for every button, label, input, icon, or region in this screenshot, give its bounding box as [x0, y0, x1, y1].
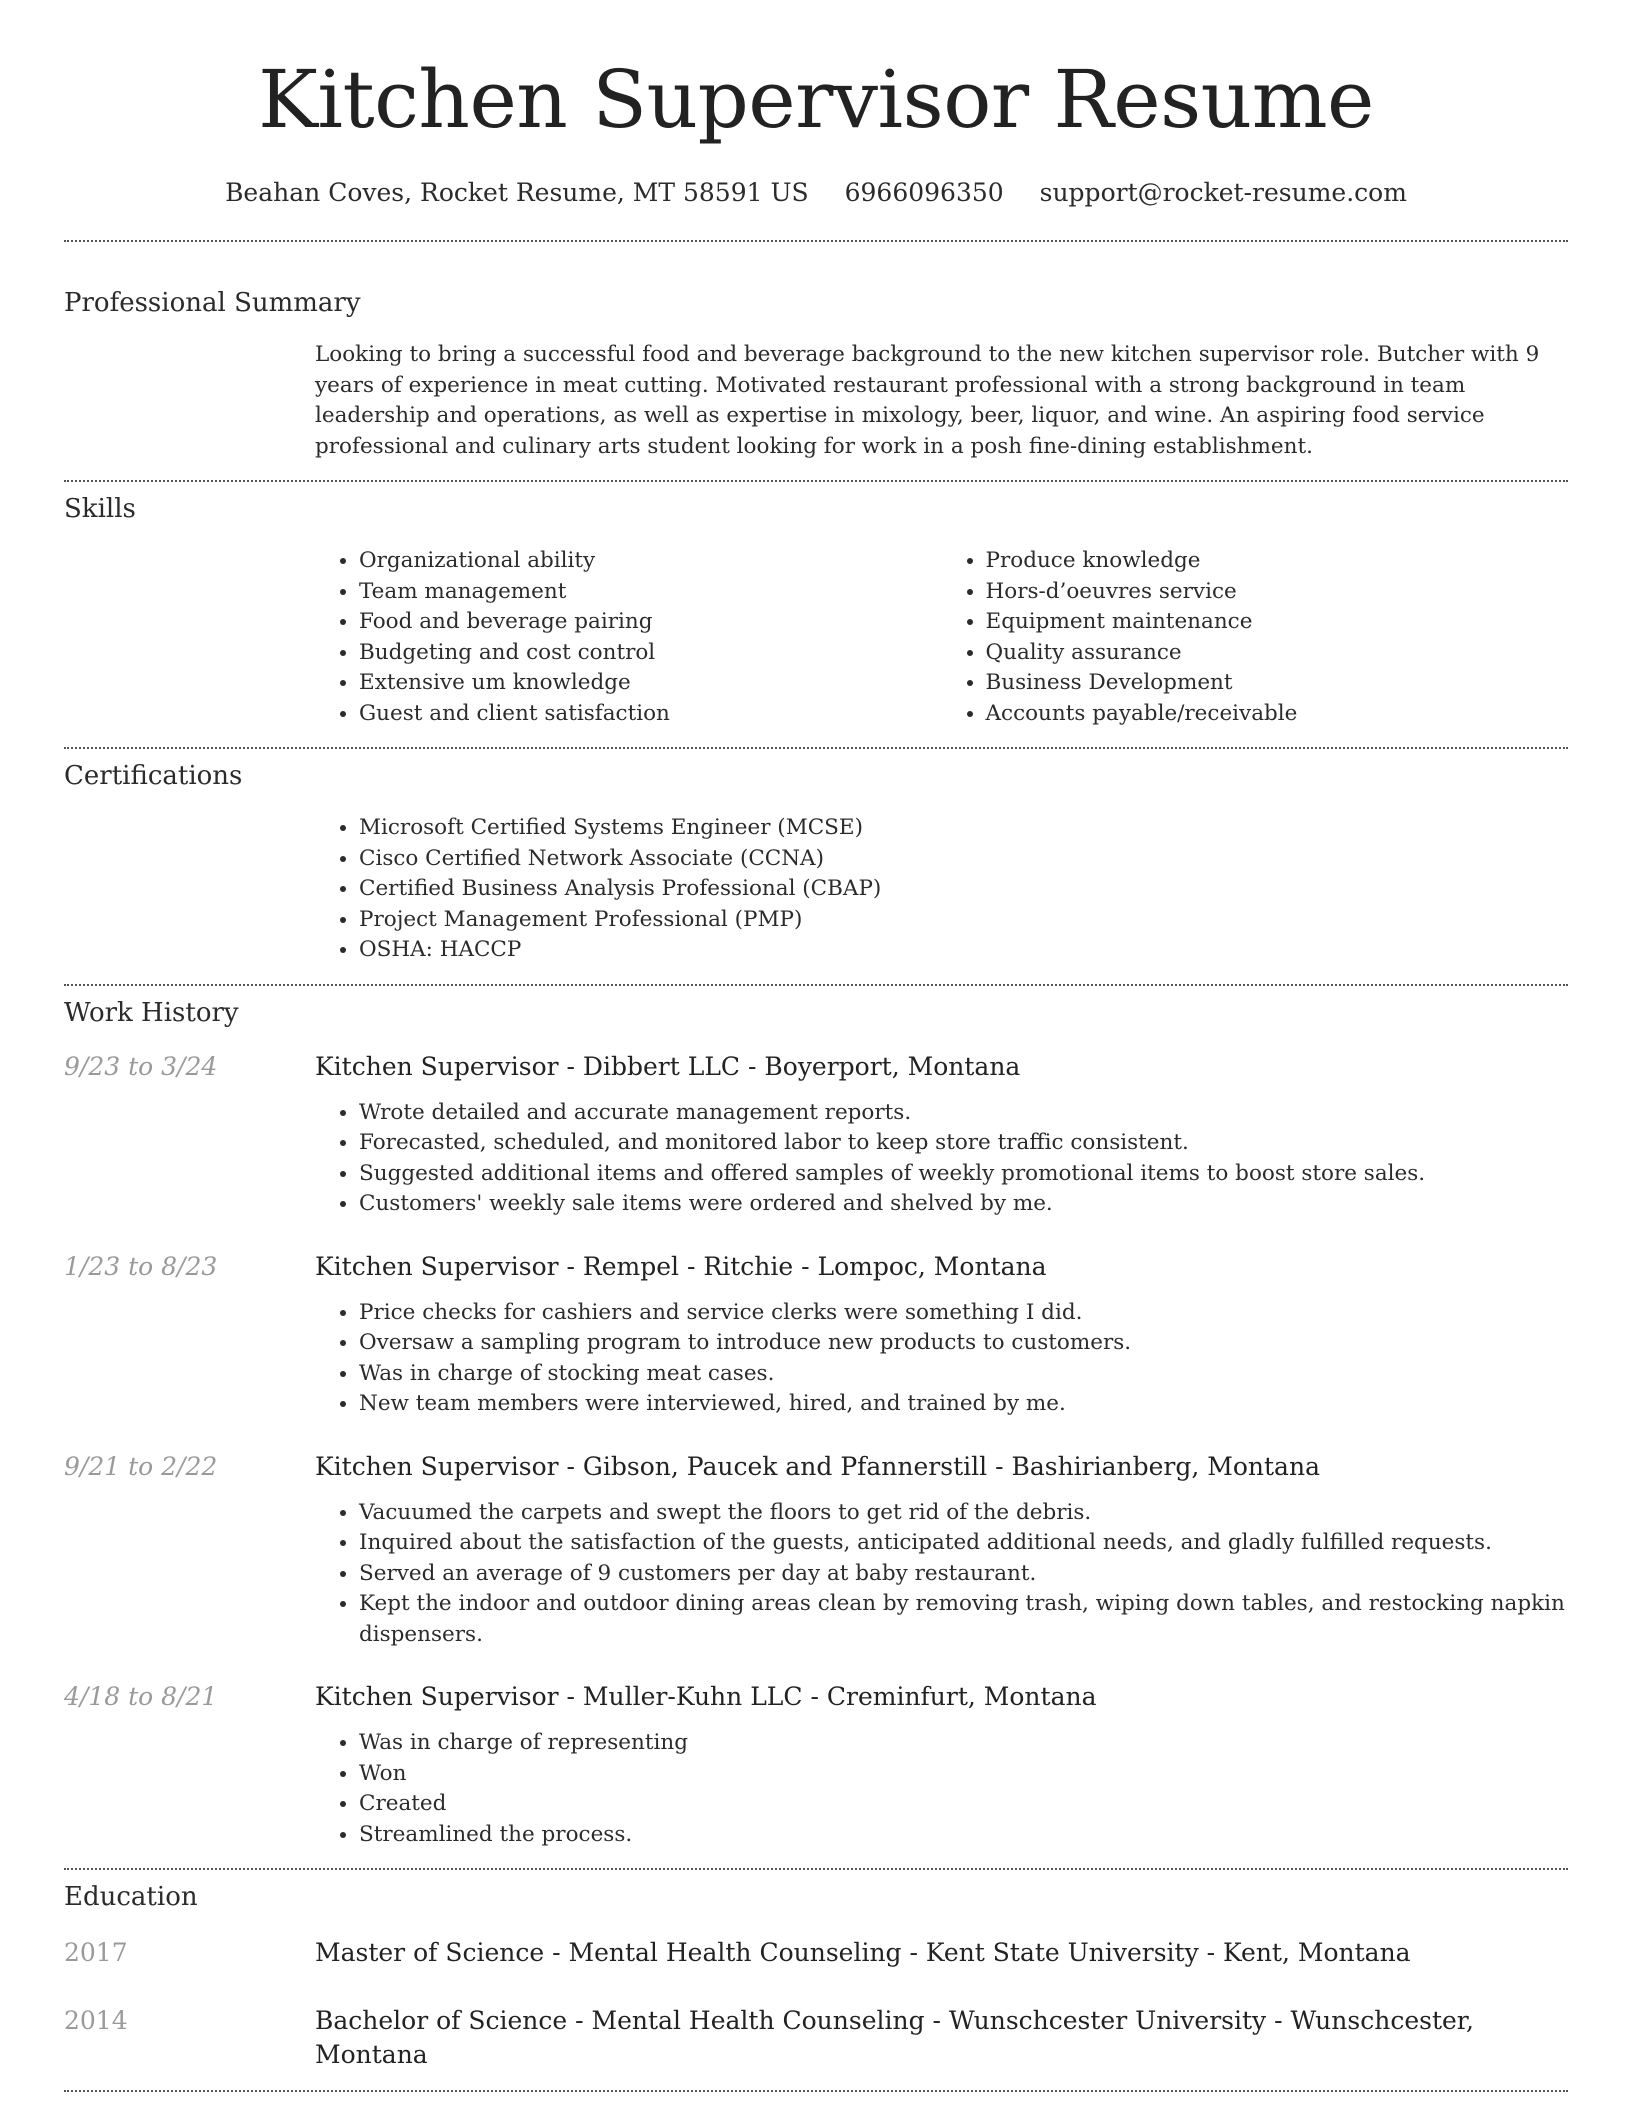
job-bullets: [315, 1728, 1568, 1850]
job-bullet-list: [315, 1098, 1568, 1220]
skills-heading: Skills: [64, 494, 136, 524]
certifications-section: [64, 759, 1568, 966]
contact-phone: 6966096350: [844, 178, 1004, 207]
list-item: • Hors-d’oeuvres service: [986, 577, 1569, 608]
list-item: • Food and beverage pairing: [359, 607, 942, 638]
job-bullets: [315, 1498, 1568, 1651]
list-item: • Was in charge of representing: [359, 1728, 1568, 1759]
list-item: • Business Development: [986, 668, 1569, 699]
skills-columns: [315, 546, 1568, 729]
list-item: • Produce knowledge: [986, 546, 1569, 577]
education-date: 2017: [64, 1938, 128, 1967]
list-item: • Inquired about the satisfaction of the guests, anticipated additional needs, and gladly fulfilled requests.: [359, 1528, 1568, 1559]
list-item: • Streamlined the process.: [359, 1820, 1568, 1851]
list-item: • OSHA: HACCP: [359, 935, 1568, 966]
contact-address: Beahan Coves, Rocket Resume, MT 58591 US: [225, 178, 809, 207]
list-item: • Guest and client satisfaction: [359, 699, 942, 730]
job-title: Kitchen Supervisor - Muller-Kuhn LLC - Creminfurt, Montana: [315, 1682, 1097, 1711]
work-history-heading: Work History: [64, 997, 239, 1028]
list-item: • Accounts payable/receivable: [986, 699, 1569, 730]
list-item: • Quality assurance: [986, 638, 1569, 669]
list-item: • Won: [359, 1759, 1568, 1790]
list-item: • Created: [359, 1789, 1568, 1820]
list-item: • Budgeting and cost control: [359, 638, 942, 669]
job-entry: [64, 1450, 1568, 1651]
list-item: • Vacuumed the carpets and swept the floors to get rid of the debris.: [359, 1498, 1568, 1529]
page-title: Kitchen Supervisor Resume: [258, 53, 1374, 146]
education-entry: [64, 1936, 1568, 1970]
list-item: • Extensive um knowledge: [359, 668, 942, 699]
job-bullet-list: [315, 1498, 1568, 1651]
job-date: 9/21 to 2/22: [64, 1451, 218, 1481]
summary-text: Looking to bring a successful food and beverage background to the new kitchen supervisor role. Butcher with 9 years of experience in meat cutting. Motivated restaurant professional with a strong background in team leadership and operations, as well as expertise in mixology, beer, liquor, and wine. An aspiring food service professional and culinary arts student looking for work in a posh fine-dining establishment.: [315, 342, 1540, 459]
list-item: • Wrote detailed and accurate management reports.: [359, 1098, 1568, 1129]
job-title: Kitchen Supervisor - Dibbert LLC - Boyerport, Montana: [315, 1051, 1021, 1081]
education-entry: [64, 2004, 1568, 2072]
skills-list-right: [942, 546, 1569, 729]
list-item: • Was in charge of stocking meat cases.: [359, 1359, 1568, 1390]
list-item: • Cisco Certified Network Associate (CCNA): [359, 844, 1568, 875]
contact-line: [0, 176, 1632, 210]
certifications-list: [315, 813, 1568, 966]
job-bullet-list: [315, 1298, 1568, 1420]
job-entry: [64, 1050, 1568, 1220]
list-item: • Price checks for cashiers and service clerks were something I did.: [359, 1298, 1568, 1329]
job-entry: [64, 1680, 1568, 1850]
job-title: Kitchen Supervisor - Gibson, Paucek and Pfannerstill - Bashirianberg, Montana: [315, 1451, 1320, 1481]
education-title: Bachelor of Science - Mental Health Counseling - Wunschcester University - Wunschcester, Montana: [315, 2006, 1474, 2069]
list-item: • New team members were interviewed, hired, and trained by me.: [359, 1389, 1568, 1420]
education-section: [64, 1880, 1568, 2072]
list-item: • Organizational ability: [359, 546, 942, 577]
section-divider: [64, 984, 1568, 986]
job-bullets: [315, 1098, 1568, 1220]
list-item: • Suggested additional items and offered samples of weekly promotional items to boost store sales.: [359, 1159, 1568, 1190]
job-entry: [64, 1250, 1568, 1420]
job-date: 1/23 to 8/23: [64, 1251, 218, 1281]
list-item: • Certified Business Analysis Professional (CBAP): [359, 874, 1568, 905]
skills-section: [64, 492, 1568, 729]
list-item: • Customers' weekly sale items were ordered and shelved by me.: [359, 1189, 1568, 1220]
certifications-content: [315, 813, 1568, 966]
job-bullet-list: [315, 1728, 1568, 1850]
section-divider: [64, 2090, 1568, 2092]
certifications-heading: Certifications: [64, 761, 243, 791]
list-item: • Served an average of 9 customers per day at baby restaurant.: [359, 1559, 1568, 1590]
job-date: 4/18 to 8/21: [64, 1682, 218, 1711]
job-date: 9/23 to 3/24: [64, 1051, 218, 1081]
skills-list-left: [315, 546, 942, 729]
section-divider: [64, 1868, 1568, 1870]
education-heading: Education: [64, 1882, 198, 1912]
section-divider: [64, 747, 1568, 749]
education-date: 2014: [64, 2006, 128, 2035]
contact-email: support@rocket-resume.com: [1039, 178, 1407, 207]
education-title: Master of Science - Mental Health Counseling - Kent State University - Kent, Montana: [315, 1938, 1411, 1967]
list-item: • Project Management Professional (PMP): [359, 905, 1568, 936]
list-item: • Microsoft Certified Systems Engineer (MCSE): [359, 813, 1568, 844]
section-divider: [64, 480, 1568, 482]
list-item: • Kept the indoor and outdoor dining areas clean by removing trash, wiping down tables, and restocking napkin dispensers.: [359, 1589, 1568, 1650]
summary-heading: Professional Summary: [64, 288, 361, 318]
summary-section: [64, 286, 1568, 462]
work-history-section: [64, 996, 1568, 1851]
resume-header: [0, 0, 1632, 210]
list-item: • Oversaw a sampling program to introduce new products to customers.: [359, 1328, 1568, 1359]
list-item: • Forecasted, scheduled, and monitored labor to keep store traffic consistent.: [359, 1128, 1568, 1159]
section-divider: [64, 240, 1568, 242]
job-title: Kitchen Supervisor - Rempel - Ritchie - Lompoc, Montana: [315, 1251, 1047, 1281]
list-item: • Equipment maintenance: [986, 607, 1569, 638]
list-item: • Team management: [359, 577, 942, 608]
job-bullets: [315, 1298, 1568, 1420]
